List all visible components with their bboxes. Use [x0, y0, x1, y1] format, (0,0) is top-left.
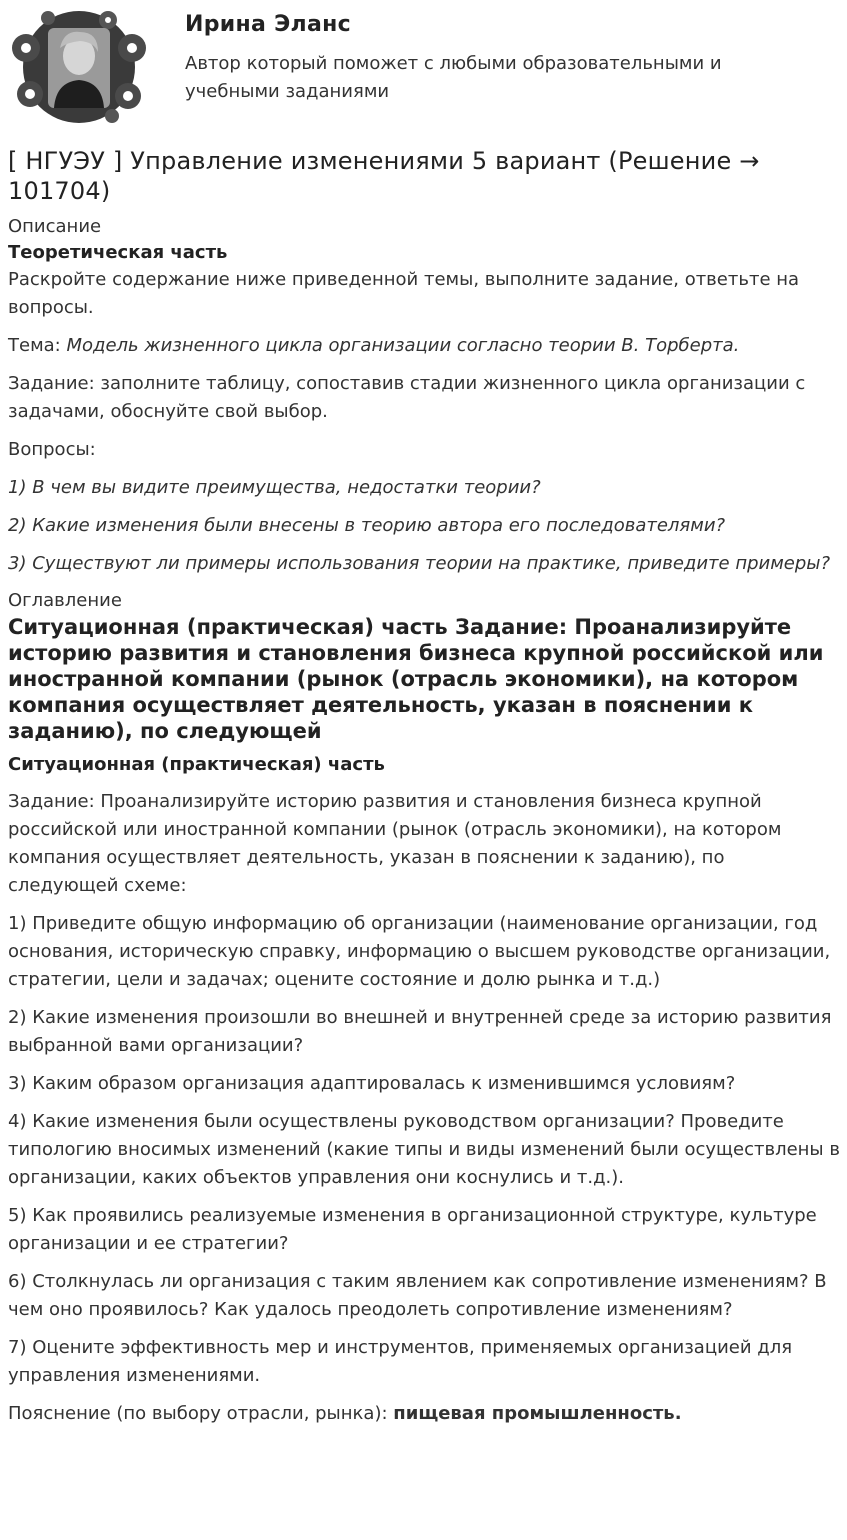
topic-label: Тема: [8, 335, 67, 356]
theory-topic [8, 332, 840, 360]
situational-item: 4) Какие изменения были осуществлены руководством организации? Проведите типологию вносимых изменений (какие типы и виды изменений были осуществлены в организации, каких объектов управления они коснулись и т.д.). [8, 1111, 840, 1188]
situational-item: 7) Оцените эффективность мер и инструментов, применяемых организацией для управления изменениями. [8, 1337, 793, 1386]
note-value: пищевая промышленность. [393, 1403, 682, 1424]
author-avatar[interactable] [8, 8, 150, 126]
theory-intro: Раскройте содержание ниже приведенной темы, выполните задание, ответьте на вопросы. [8, 269, 800, 318]
question-item [8, 474, 840, 502]
page-title: [ НГУЭУ ] Управление изменениями 5 вариант (Решение → 101704) [8, 147, 760, 205]
question-item [8, 512, 840, 540]
situational-item: 1) Приведите общую информацию об организации (наименование организации, год основания, историческую справку, информацию о высшем руководстве организации, стратегии, цели и задачах; оцените состояние и долю рынка и т.д.) [8, 913, 831, 990]
description-label: Описание [8, 216, 102, 237]
explanation-note [8, 1400, 840, 1428]
situational-heading: Ситуационная (практическая) часть [8, 754, 385, 775]
question-item [8, 550, 840, 578]
question-text: 2) Какие изменения были внесены в теорию автора его последователями? [8, 515, 726, 536]
theory-heading: Теоретическая часть [8, 242, 228, 263]
author-name[interactable]: Ирина Эланс [185, 12, 351, 37]
theory-task: Задание: заполните таблицу, сопоставив стадии жизненного цикла организации с задачами, обоснуйте свой выбор. [8, 373, 806, 422]
toc-heading: Ситуационная (практическая) часть Задание: Проанализируйте историю развития и становления бизнеса крупной российской или иностранной компании (рынок (отрасль экономики), на котором компания осуществляет деятельность, указан в пояснении к заданию), по следующей [8, 615, 824, 743]
situational-task: Задание: Проанализируйте историю развития и становления бизнеса крупной российской или иностранной компании (рынок (отрасль экономики), на котором компания осуществляет деятельность, указан в пояснении к заданию), по следующей схеме: [8, 791, 782, 896]
question-text: 3) Существуют ли примеры использования теории на практике, приведите примеры? [8, 553, 831, 574]
situational-item: 5) Как проявились реализуемые изменения в организационной структуре, культуре организации и ее стратегии? [8, 1205, 817, 1254]
author-card [0, 0, 847, 130]
author-description: Автор который поможет с любыми образовательными и учебными заданиями [185, 53, 722, 102]
situational-item: 2) Какие изменения произошли во внешней и внутренней среде за историю развития выбранной вами организации? [8, 1007, 832, 1056]
topic-text: Модель жизненного цикла организации согласно теории В. Торберта. [66, 335, 740, 356]
situational-item: 6) Столкнулась ли организация с таким явлением как сопротивление изменениям? В чем оно проявилось? Как удалось преодолеть сопротивление изменениям? [8, 1271, 827, 1320]
questions-label: Вопросы: [8, 439, 96, 460]
toc-label: Оглавление [8, 590, 122, 611]
question-text: 1) В чем вы видите преимущества, недостатки теории? [8, 477, 541, 498]
document-content [8, 146, 840, 1438]
note-label: Пояснение (по выбору отрасли, рынка): [8, 1403, 394, 1424]
situational-item: 3) Каким образом организация адаптировалась к изменившимся условиям? [8, 1073, 736, 1094]
